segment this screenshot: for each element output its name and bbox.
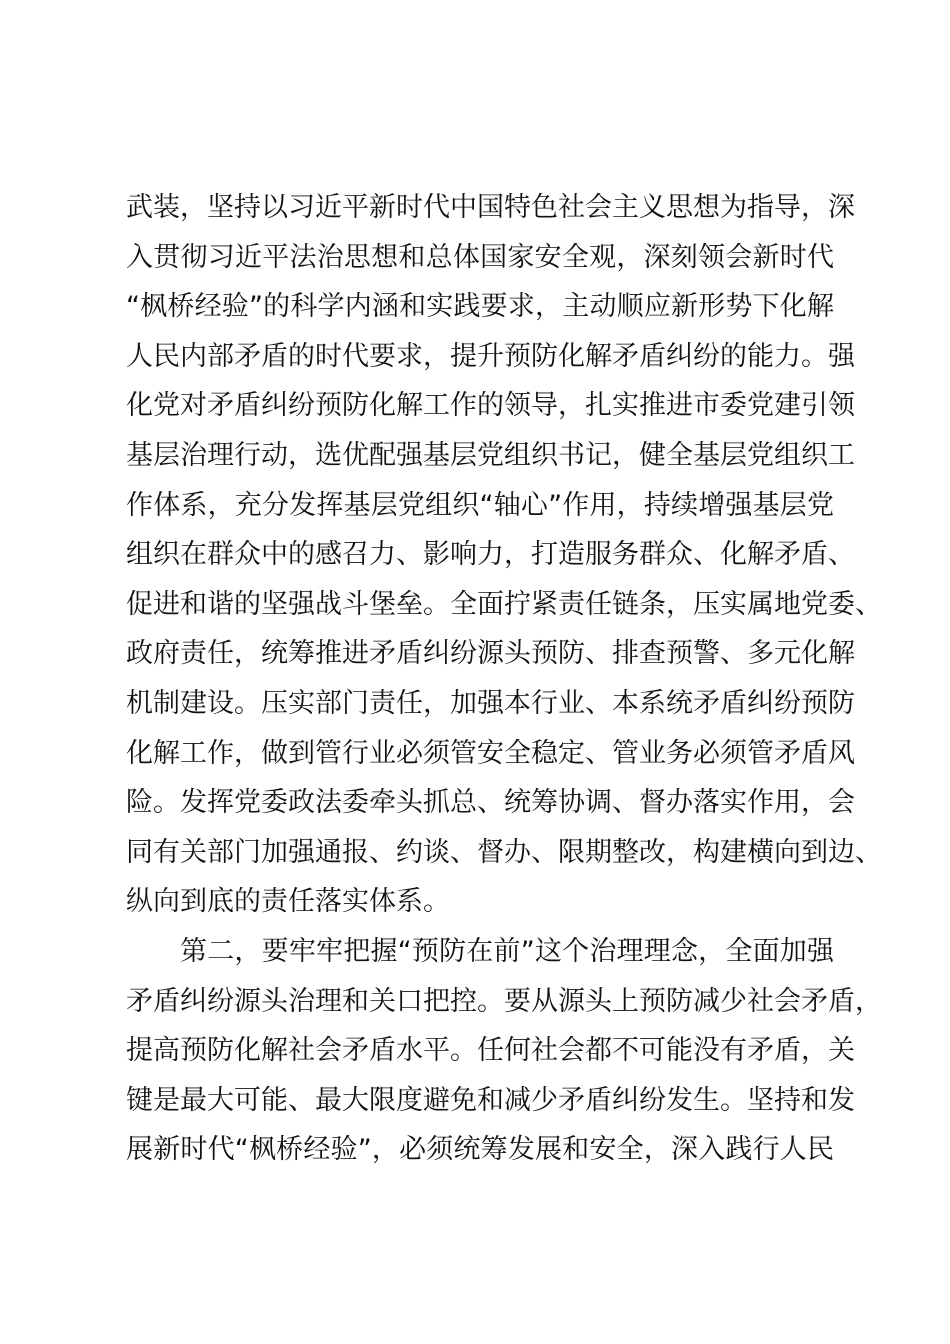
text-line: 展新时代“枫桥经验”，必须统筹发展和安全，深入践行人民 xyxy=(126,1134,834,1166)
text-line: “枫桥经验”的科学内涵和实践要求，主动顺应新形势下化解 xyxy=(126,291,834,323)
text-line: 人民内部矛盾的时代要求，提升预防化解矛盾纠纷的能力。强 xyxy=(126,340,855,372)
text-line: 提高预防化解社会矛盾水平。任何社会都不可能没有矛盾，关 xyxy=(126,1035,855,1067)
text-line: 作体系，充分发挥基层党组织“轴心”作用，持续增强基层党 xyxy=(126,489,834,521)
text-line: 机制建设。压实部门责任，加强本行业、本系统矛盾纠纷预防 xyxy=(126,687,855,719)
text-line: 入贯彻习近平法治思想和总体国家安全观，深刻领会新时代 xyxy=(126,241,834,273)
text-line: 同有关部门加强通报、约谈、督办、限期整改，构建横向到边、 xyxy=(126,836,882,868)
text-line: 化解工作，做到管行业必须管安全稳定、管业务必须管矛盾风 xyxy=(126,737,855,769)
body-text xyxy=(126,183,882,1175)
text-line: 政府责任，统筹推进矛盾纠纷源头预防、排查预警、多元化解 xyxy=(126,638,855,670)
text-line: 武装，坚持以习近平新时代中国特色社会主义思想为指导，深 xyxy=(126,192,855,223)
paragraph-start-line: 第二，要牢牢把握“预防在前”这个治理理念，全面加强 xyxy=(180,935,834,967)
text-line: 基层治理行动，选优配强基层党组织书记，健全基层党组织工 xyxy=(126,439,855,471)
text-line: 键是最大可能、最大限度避免和减少矛盾纠纷发生。坚持和发 xyxy=(126,1084,855,1116)
text-line: 险。发挥党委政法委牵头抓总、统筹协调、督办落实作用，会 xyxy=(126,787,855,819)
text-line: 促进和谐的坚强战斗堡垒。全面拧紧责任链条，压实属地党委、 xyxy=(126,588,882,620)
text-line: 化党对矛盾纠纷预防化解工作的领导，扎实推进市委党建引领 xyxy=(126,390,855,422)
text-line: 组织在群众中的感召力、影响力，打造服务群众、化解矛盾、 xyxy=(126,539,855,571)
text-line: 矛盾纠纷源头治理和关口把控。要从源头上预防减少社会矛盾， xyxy=(126,985,882,1017)
text-line: 纵向到底的责任落实体系。 xyxy=(126,886,450,918)
